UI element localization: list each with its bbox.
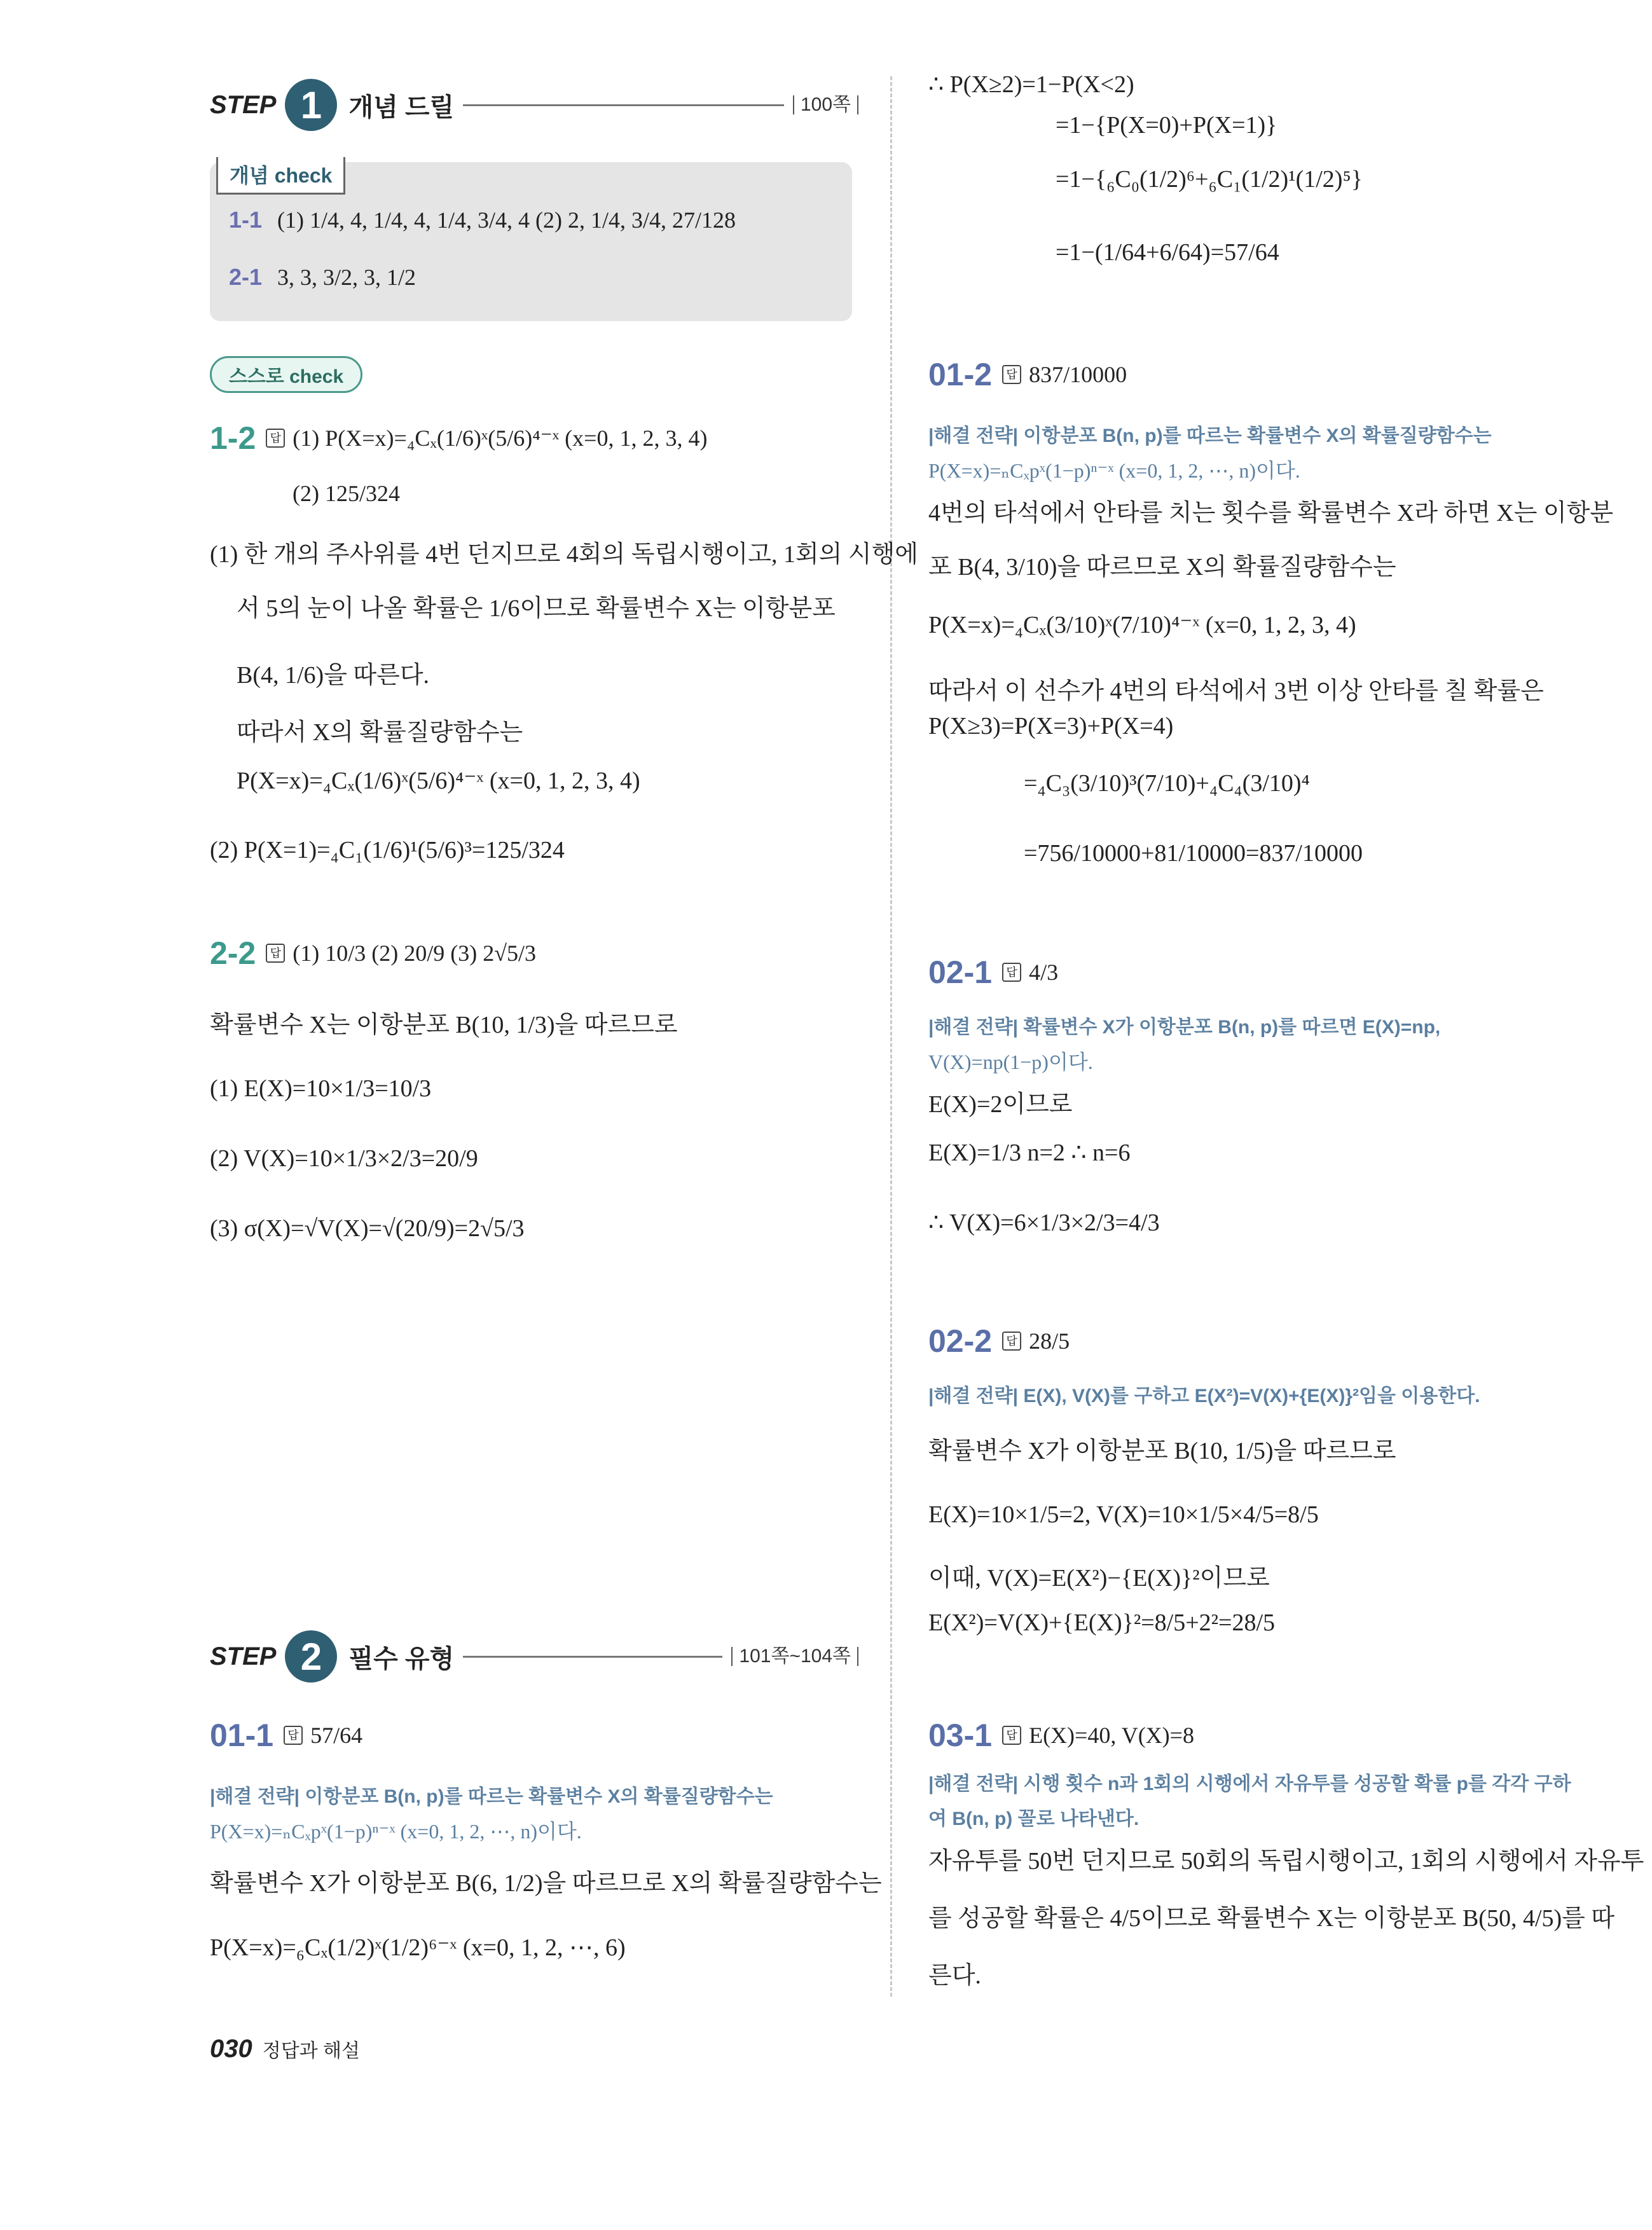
sol-01-2-line-4: 따라서 이 선수가 4번의 타석에서 3번 이상 안타를 칠 확률은 — [928, 678, 1544, 705]
problem-2-2-header — [210, 935, 536, 972]
problem-2-2-label: 2-2 — [210, 935, 256, 971]
step2-label: STEP — [210, 1642, 277, 1670]
concept-check-label-1: 1-1 — [229, 207, 263, 233]
strategy-01-1-line-1: |해결 전략| 이항분포 B(n, p)를 따르는 확률변수 X의 확률질량함수는 — [210, 1786, 773, 1807]
page-footer — [210, 2035, 360, 2063]
strategy-02-1-line-1: |해결 전략| 확률변수 X가 이항분포 B(n, p)를 따르면 E(X)=np, — [928, 1017, 1441, 1038]
cont-line-1: ∴ P(X≥2)=1−P(X<2) — [928, 71, 1134, 98]
problem-02-2-label: 02-2 — [928, 1323, 993, 1359]
step1-title: 개념 드릴 — [348, 93, 455, 121]
sol-2-2-line-4: (3) σ(X)=√V(X)=√(20/9)=2√5/3 — [210, 1215, 525, 1242]
step1-label: STEP — [210, 90, 277, 119]
step2-title: 필수 유형 — [348, 1644, 455, 1673]
problem-02-1-answer: 4/3 — [1029, 960, 1059, 985]
cont-line-2: =1−{P(X=0)+P(X=1)} — [1056, 112, 1277, 139]
step2-rule — [463, 1656, 722, 1658]
concept-check-line-2 — [229, 264, 416, 291]
answer-icon: 답 — [266, 944, 285, 963]
problem-1-2-answer-2: (2) 125/324 — [293, 481, 400, 506]
sol-02-2-line-1: 확률변수 X가 이항분포 B(10, 1/5)을 따르므로 — [928, 1438, 1396, 1464]
problem-02-1-header — [928, 954, 1058, 991]
sol-02-1-line-1: E(X)=2이므로 — [928, 1091, 1073, 1118]
problem-02-1-label: 02-1 — [928, 954, 993, 990]
sol-01-2-line-5: P(X≥3)=P(X=3)+P(X=4) — [928, 713, 1174, 740]
self-check-badge: 스스로 check — [210, 356, 362, 393]
problem-02-2-answer: 28/5 — [1029, 1328, 1070, 1354]
sol-1-2-line-2: 서 5의 눈이 나올 확률은 1/6이므로 확률변수 X는 이항분포 — [237, 595, 836, 622]
answer-icon: 답 — [284, 1726, 303, 1745]
sol-03-1-line-3: 른다. — [928, 1962, 981, 1989]
problem-01-1-label: 01-1 — [210, 1717, 274, 1753]
problem-01-1-header — [210, 1717, 362, 1754]
sol-01-2-line-1: 4번의 타석에서 안타를 치는 횟수를 확률변수 X라 하면 X는 이항분 — [928, 500, 1614, 527]
sol-03-1-line-1: 자유투를 50번 던지므로 50회의 독립시행이고, 1회의 시행에서 자유투 — [928, 1848, 1644, 1875]
sol-1-2-line-1: (1) 한 개의 주사위를 4번 던지므로 4회의 독립시행이고, 1회의 시행에 — [210, 541, 919, 568]
sol-1-2-line-5: P(X=x)=₄Cₓ(1/6)ˣ(5/6)⁴⁻ˣ (x=0, 1, 2, 3, 4) — [237, 767, 640, 794]
problem-01-2-header — [928, 356, 1127, 393]
step2-header — [210, 1628, 858, 1685]
sol-1-2-line-6: (2) P(X=1)=₄C₁(1/6)¹(5/6)³=125/324 — [210, 837, 565, 864]
sol-01-2-line-2: 포 B(4, 3/10)을 따르므로 X의 확률질량함수는 — [928, 554, 1396, 581]
sol-2-2-line-2: (1) E(X)=10×1/3=10/3 — [210, 1075, 432, 1102]
problem-1-2-header — [210, 420, 707, 457]
answer-icon: 답 — [1002, 963, 1021, 982]
problem-01-1-answer: 57/64 — [310, 1723, 363, 1748]
sol-1-2-line-4: 따라서 X의 확률질량함수는 — [237, 719, 523, 746]
concept-check-line-1 — [229, 207, 736, 233]
concept-check-label-2: 2-1 — [229, 264, 263, 290]
sol-2-2-line-1: 확률변수 X는 이항분포 B(10, 1/3)을 따르므로 — [210, 1012, 678, 1038]
strategy-02-1-line-2: V(X)=np(1−p)이다. — [928, 1050, 1093, 1073]
problem-1-2-label: 1-2 — [210, 420, 256, 456]
sol-02-1-line-2: E(X)=1/3 n=2 ∴ n=6 — [928, 1139, 1131, 1166]
cont-line-4: =1−(1/64+6/64)=57/64 — [1056, 239, 1279, 266]
strategy-03-1-line-2: 여 B(n, p) 꼴로 나타낸다. — [928, 1808, 1139, 1829]
sol-03-1-line-2: 를 성공할 확률은 4/5이므로 확률변수 X는 이항분포 B(50, 4/5)를 따 — [928, 1905, 1615, 1932]
problem-2-2-answer: (1) 10/3 (2) 20/9 (3) 2√5/3 — [293, 940, 536, 966]
sol-01-2-line-6: =₄C₃(3/10)³(7/10)+₄C₄(3/10)⁴ — [1024, 770, 1310, 797]
step1-number: 1 — [285, 79, 337, 131]
page-number: 030 — [210, 2035, 252, 2063]
sol-01-1-line-2: P(X=x)=₆Cₓ(1/2)ˣ(1/2)⁶⁻ˣ (x=0, 1, 2, ⋯, 6) — [210, 1934, 626, 1961]
sol-02-1-line-3: ∴ V(X)=6×1/3×2/3=4/3 — [928, 1209, 1160, 1236]
problem-03-1-header — [928, 1717, 1194, 1754]
column-divider — [890, 76, 892, 1997]
strategy-03-1-line-1: |해결 전략| 시행 횟수 n과 1회의 시행에서 자유투를 성공할 확률 p를 각각 구하 — [928, 1773, 1571, 1794]
problem-01-2-answer: 837/10000 — [1029, 362, 1127, 387]
step2-number: 2 — [285, 1630, 337, 1683]
step1-page-ref: 100쪽 — [793, 95, 858, 114]
concept-check-text-2: 3, 3, 3/2, 3, 1/2 — [277, 265, 416, 290]
sol-02-2-line-2: E(X)=10×1/5=2, V(X)=10×1/5×4/5=8/5 — [928, 1501, 1319, 1528]
concept-check-text-1: (1) 1/4, 4, 1/4, 4, 1/4, 3/4, 4 (2) 2, 1/4, 3/4, 27/128 — [277, 207, 736, 233]
sol-01-2-line-3: P(X=x)=₄Cₓ(3/10)ˣ(7/10)⁴⁻ˣ (x=0, 1, 2, 3, 4) — [928, 612, 1356, 638]
footer-label: 정답과 해설 — [262, 2041, 360, 2061]
answer-icon: 답 — [266, 429, 285, 448]
concept-check-tab: 개념 check — [216, 157, 345, 195]
answer-icon: 답 — [1002, 1726, 1021, 1745]
problem-03-1-answer: E(X)=40, V(X)=8 — [1029, 1723, 1194, 1748]
problem-01-2-label: 01-2 — [928, 357, 993, 392]
strategy-01-1-line-2: P(X=x)=ₙCₓpˣ(1−p)ⁿ⁻ˣ (x=0, 1, 2, ⋯, n)이다. — [210, 1820, 582, 1843]
answer-icon: 답 — [1002, 1332, 1021, 1351]
strategy-02-2-line-1: |해결 전략| E(X), V(X)를 구하고 E(X²)=V(X)+{E(X)}²임을 이용한다. — [928, 1386, 1480, 1407]
sol-1-2-line-3: B(4, 1/6)을 따른다. — [237, 662, 430, 689]
concept-check-box — [210, 162, 852, 321]
sol-01-1-line-1: 확률변수 X가 이항분포 B(6, 1/2)을 따르므로 X의 확률질량함수는 — [210, 1870, 882, 1897]
strategy-01-2-line-2: P(X=x)=ₙCₓpˣ(1−p)ⁿ⁻ˣ (x=0, 1, 2, ⋯, n)이다. — [928, 459, 1300, 482]
strategy-01-2-line-1: |해결 전략| 이항분포 B(n, p)를 따르는 확률변수 X의 확률질량함수는 — [928, 425, 1492, 446]
step1-header — [210, 76, 858, 134]
problem-03-1-label: 03-1 — [928, 1717, 993, 1753]
sol-02-2-line-3: 이때, V(X)=E(X²)−{E(X)}²이므로 — [928, 1565, 1270, 1592]
answer-icon: 답 — [1002, 365, 1021, 384]
sol-2-2-line-3: (2) V(X)=10×1/3×2/3=20/9 — [210, 1145, 478, 1172]
problem-1-2-answer-1: (1) P(X=x)=₄Cₓ(1/6)ˣ(5/6)⁴⁻ˣ (x=0, 1, 2, 3, 4) — [293, 425, 708, 451]
sol-01-2-line-7: =756/10000+81/10000=837/10000 — [1024, 840, 1363, 867]
cont-line-3: =1−{₆C₀(1/2)⁶+₆C₁(1/2)¹(1/2)⁵} — [1056, 166, 1363, 193]
sol-02-2-line-4: E(X²)=V(X)+{E(X)}²=8/5+2²=28/5 — [928, 1609, 1276, 1636]
step1-rule — [463, 104, 784, 106]
step2-page-ref: 101쪽~104쪽 — [731, 1647, 858, 1666]
problem-02-2-header — [928, 1323, 1070, 1359]
